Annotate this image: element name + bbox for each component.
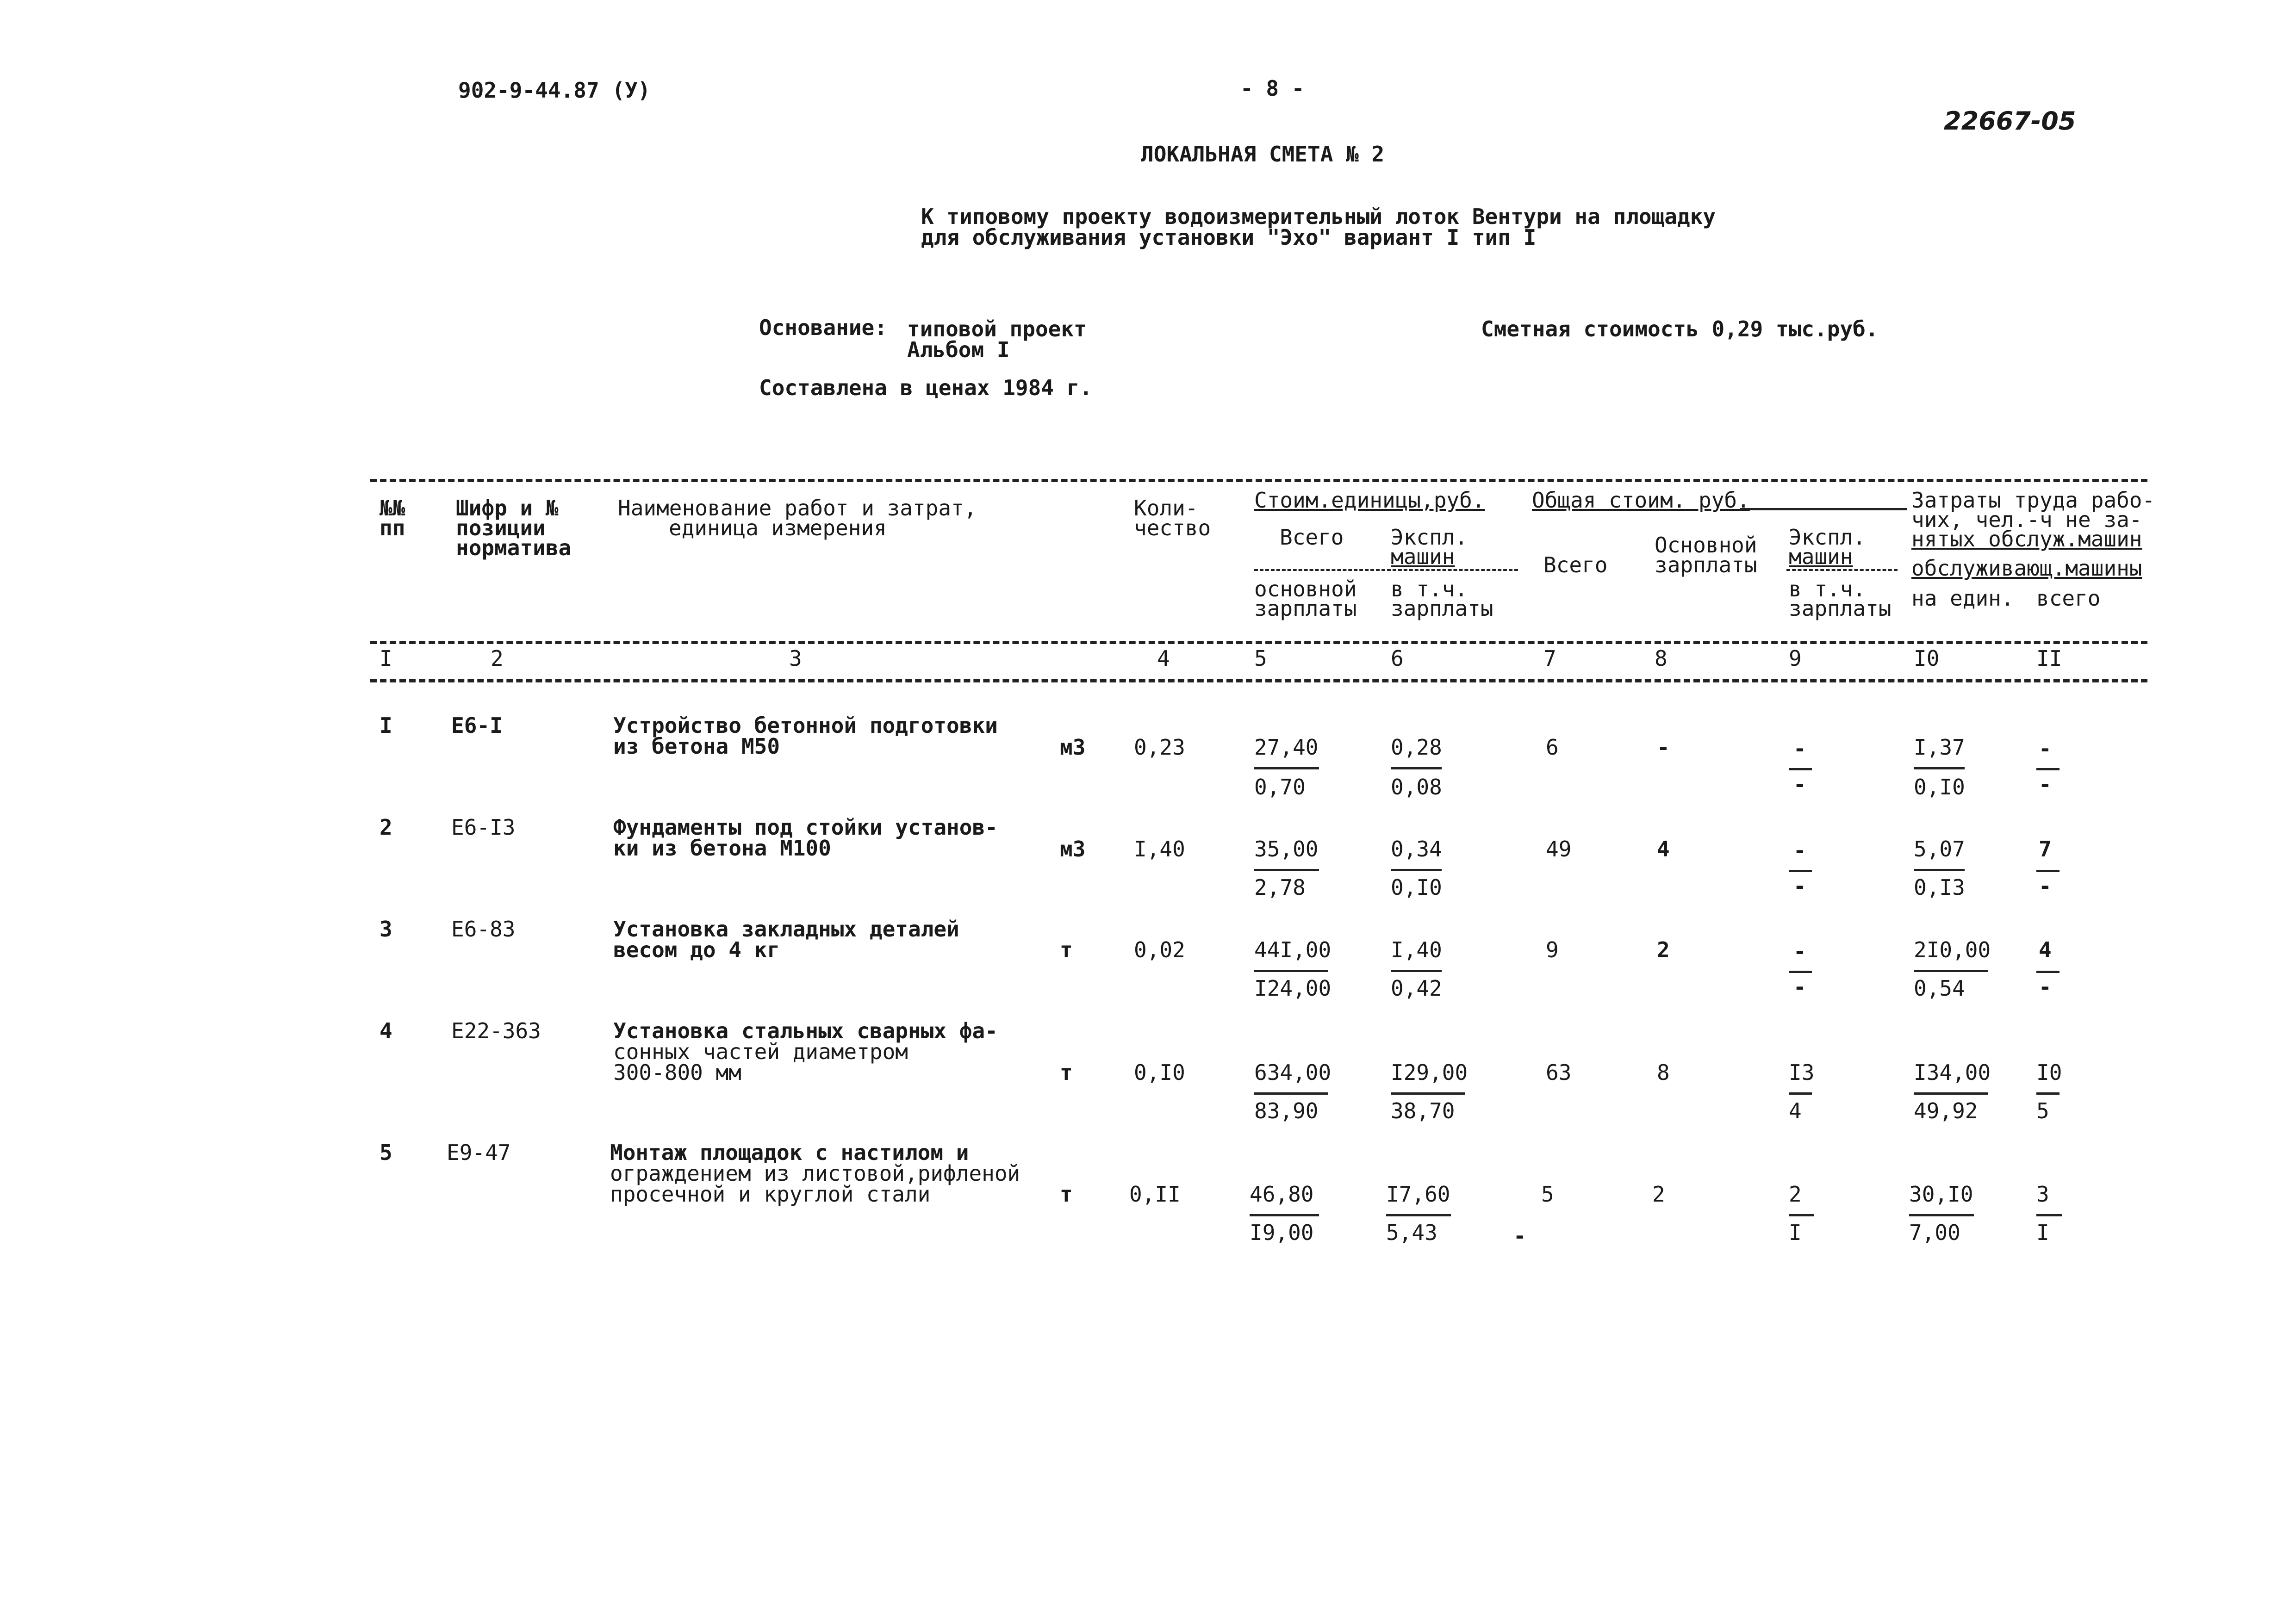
labor-total: 7 — [2039, 837, 2052, 862]
row-qty: 0,II — [1129, 1182, 1181, 1207]
row-number: I — [380, 713, 392, 738]
estimated-cost: Сметная стоимость 0,29 тыс.руб. — [1481, 316, 1879, 341]
hdr-per-unit: на един. — [1911, 586, 2014, 611]
page-number: - 8 - — [1240, 76, 1305, 101]
row-unit: м3 — [1060, 837, 1086, 862]
hdr-base-1: Основной — [1655, 533, 1757, 558]
hdr-unit-all: Всего — [1280, 525, 1344, 550]
row-number: 4 — [380, 1018, 392, 1043]
fraction-bar — [2036, 1214, 2062, 1216]
total-wage: 2 — [1652, 1182, 1665, 1207]
row-name-line: из бетона М50 — [613, 734, 780, 759]
hdr-unit-cost: Стоим.единицы,руб. — [1254, 488, 1485, 513]
col-number: I — [380, 646, 392, 671]
unit-wage: 2,78 — [1254, 875, 1306, 900]
row-name-line: весом до 4 кг — [613, 937, 780, 962]
fraction-bar — [1914, 869, 1965, 871]
fraction-bar — [1254, 767, 1319, 769]
col-number: 6 — [1391, 646, 1404, 671]
total-machines: - — [1793, 939, 1806, 964]
header-rule-1 — [370, 641, 2147, 644]
hdr-num-1: №№ — [380, 496, 405, 521]
hdr-base-2: зарплаты — [1655, 552, 1757, 577]
basis-line-2: Альбом I — [907, 337, 1010, 362]
fraction-bar — [1909, 1214, 1974, 1216]
hdr-total-all: Всего — [1543, 552, 1608, 577]
fraction-bar — [1254, 1092, 1328, 1095]
hdr-qty-2: чество — [1134, 515, 1211, 540]
unit-machines: I7,60 — [1386, 1182, 1450, 1207]
labor-per-unit: 30,I0 — [1909, 1182, 1973, 1207]
row-name-line: Установка стальных сварных фа- — [613, 1018, 998, 1043]
fraction-bar — [2036, 971, 2060, 973]
fraction-bar — [2036, 768, 2060, 770]
hdr-labor-2: чих, чел.-ч не за- — [1911, 507, 2142, 532]
labor-total: 4 — [2039, 937, 2052, 962]
labor-total-machines: - — [2039, 874, 2052, 899]
hdr-main-1: основной — [1254, 576, 1357, 601]
unit-machines: 0,34 — [1391, 837, 1442, 862]
row-name-line: Монтаж площадок с настилом и — [610, 1140, 969, 1165]
fraction-bar — [1250, 1214, 1319, 1216]
row-name-line: ки из бетона М100 — [613, 836, 831, 861]
unit-machines-wage: 38,70 — [1391, 1098, 1455, 1123]
row-number: 5 — [380, 1140, 392, 1165]
labor-per-unit-machines: 0,I0 — [1914, 775, 1965, 800]
unit-machines-wage: 5,43 — [1386, 1220, 1437, 1245]
fraction-bar — [1391, 869, 1442, 871]
labor-per-unit-machines: 49,92 — [1914, 1098, 1978, 1123]
hdr-code-2: позиции — [456, 515, 546, 540]
total-machines-wage: - — [1793, 874, 1806, 899]
total-cost: 9 — [1546, 937, 1559, 962]
col-number: 8 — [1655, 646, 1668, 671]
row-unit: т — [1060, 1182, 1073, 1207]
labor-per-unit-machines: 0,54 — [1914, 976, 1965, 1001]
row-name-line: сонных частей диаметром — [613, 1039, 908, 1064]
total-machines: 2 — [1789, 1182, 1802, 1207]
unit-total: 35,00 — [1254, 837, 1319, 862]
row-code: Е22-363 — [451, 1018, 541, 1043]
col-number: 3 — [789, 646, 802, 671]
header-rule-2 — [370, 679, 2147, 682]
hdr-texpl-2: машин — [1789, 544, 1853, 569]
price-level: Составлена в ценах 1984 г. — [759, 375, 1093, 400]
hdr-incl-2: зарплаты — [1391, 596, 1493, 621]
fraction-bar — [1789, 768, 1812, 770]
subtitle-line-2: для обслуживания установки "Эхо" вариант I тип I — [921, 225, 1537, 250]
fraction-bar — [1914, 970, 1988, 972]
hdr-total-cost: Общая стоим. руб. — [1532, 488, 1750, 513]
fraction-bar — [1391, 1092, 1465, 1095]
total-machines-wage: 4 — [1789, 1098, 1802, 1123]
fraction-bar — [1789, 1092, 1812, 1095]
hdr-qty-1: Коли- — [1134, 496, 1198, 521]
row-code: Е6-I — [451, 713, 503, 738]
row-unit: м3 — [1060, 735, 1086, 760]
fraction-bar — [2036, 870, 2060, 872]
unit-machines: I,40 — [1391, 937, 1442, 962]
col-number: 2 — [491, 646, 504, 671]
fraction-bar — [1391, 767, 1442, 769]
unit-sub-rule — [1254, 569, 1518, 571]
unit-machines-wage: 0,I0 — [1391, 875, 1442, 900]
basis-label: Основание: — [759, 315, 887, 340]
unit-wage: 83,90 — [1254, 1098, 1319, 1123]
total-machines-wage: - — [1793, 772, 1806, 797]
row-unit: т — [1060, 937, 1073, 962]
hdr-texpl-1: Экспл. — [1789, 525, 1866, 550]
total-machines: - — [1793, 838, 1806, 863]
total-cost-underline — [1740, 508, 1907, 510]
labor-total-machines: 5 — [2036, 1098, 2049, 1123]
fraction-bar — [1386, 1214, 1451, 1216]
hdr-code-1: Шифр и № — [456, 496, 559, 521]
unit-machines: I29,00 — [1391, 1060, 1468, 1085]
unit-machines: 0,28 — [1391, 735, 1442, 760]
total-wage: 2 — [1657, 937, 1670, 962]
total-machines: - — [1793, 736, 1806, 761]
unit-total: 27,40 — [1254, 735, 1319, 760]
labor-total: I0 — [2036, 1060, 2062, 1085]
stray-dash: - — [1513, 1223, 1526, 1248]
row-name-line: ограждением из листовой,рифленой — [610, 1161, 1020, 1186]
inventory-stamp: 22667-05 — [1944, 106, 2076, 136]
labor-per-unit-machines: 0,I3 — [1914, 875, 1965, 900]
subtitle-line-1: К типовому проекту водоизмерительный лоток Вентури на площадку — [921, 204, 1716, 229]
table-top-rule — [370, 479, 2147, 482]
labor-per-unit: I,37 — [1914, 735, 1965, 760]
col-number: 4 — [1157, 646, 1170, 671]
total-sub-rule — [1786, 569, 1898, 571]
total-wage: 8 — [1657, 1060, 1670, 1085]
unit-wage: I24,00 — [1254, 976, 1332, 1001]
row-qty: 0,23 — [1134, 735, 1185, 760]
total-machines-wage: - — [1793, 974, 1806, 999]
labor-per-unit-machines: 7,00 — [1909, 1220, 1960, 1245]
total-cost: 49 — [1546, 837, 1572, 862]
fraction-bar — [1914, 1092, 1988, 1095]
fraction-bar — [2036, 1092, 2060, 1095]
fraction-bar — [1914, 767, 1965, 769]
basis-line-1: типовой проект — [907, 316, 1087, 341]
hdr-main-2: зарплаты — [1254, 596, 1357, 621]
row-name-line: Установка закладных деталей — [613, 917, 959, 942]
unit-machines-wage: 0,42 — [1391, 976, 1442, 1001]
fraction-bar — [1254, 970, 1328, 972]
total-cost: 6 — [1546, 735, 1559, 760]
row-name-line: Фундаменты под стойки установ- — [613, 815, 998, 840]
row-unit: т — [1060, 1060, 1073, 1085]
hdr-name-2: единица измерения — [669, 515, 887, 540]
row-name-line: 300-800 мм — [613, 1060, 741, 1085]
fraction-bar — [1789, 1214, 1814, 1216]
fraction-bar — [1789, 971, 1812, 973]
fraction-bar — [1254, 869, 1319, 871]
col-number: I0 — [1914, 646, 1940, 671]
unit-total: 46,80 — [1250, 1182, 1314, 1207]
document-title: ЛОКАЛЬНАЯ СМЕТА № 2 — [1141, 142, 1385, 167]
unit-wage: 0,70 — [1254, 775, 1306, 800]
row-number: 3 — [380, 917, 392, 942]
col-number: II — [2036, 646, 2062, 671]
col-number: 7 — [1543, 646, 1556, 671]
total-cost: 63 — [1546, 1060, 1572, 1085]
labor-total: - — [2039, 736, 2052, 761]
col-number: 9 — [1789, 646, 1802, 671]
total-wage: - — [1657, 735, 1670, 760]
labor-per-unit: 2I0,00 — [1914, 937, 1991, 962]
row-qty: 0,I0 — [1134, 1060, 1185, 1085]
hdr-code-3: норматива — [456, 535, 572, 560]
total-machines-wage: I — [1789, 1220, 1802, 1245]
document-code: 902-9-44.87 (У) — [458, 78, 651, 103]
hdr-expl-2: машин — [1391, 544, 1455, 569]
unit-wage: I9,00 — [1250, 1220, 1314, 1245]
row-qty: 0,02 — [1134, 937, 1185, 962]
labor-total: 3 — [2036, 1182, 2049, 1207]
hdr-name-1: Наименование работ и затрат, — [618, 496, 977, 521]
fraction-bar — [1789, 870, 1812, 872]
hdr-labor-4: обслуживающ.машины — [1911, 556, 2142, 581]
fraction-bar — [1391, 970, 1442, 972]
col-number: 5 — [1254, 646, 1267, 671]
unit-machines-wage: 0,08 — [1391, 775, 1442, 800]
hdr-num-2: пп — [380, 515, 405, 540]
total-wage: 4 — [1657, 837, 1670, 862]
hdr-labor-total: всего — [2036, 586, 2101, 611]
total-machines: I3 — [1789, 1060, 1815, 1085]
hdr-incl-1: в т.ч. — [1391, 576, 1468, 601]
unit-total: 634,00 — [1254, 1060, 1332, 1085]
row-number: 2 — [380, 815, 392, 840]
row-name-line: просечной и круглой стали — [610, 1182, 931, 1207]
unit-total: 44I,00 — [1254, 937, 1332, 962]
total-cost: 5 — [1541, 1182, 1554, 1207]
hdr-labor-3: нятых обслуж.машин — [1911, 527, 2142, 552]
labor-per-unit: I34,00 — [1914, 1060, 1991, 1085]
labor-total-machines: - — [2039, 974, 2052, 999]
hdr-labor-1: Затраты труда рабо- — [1911, 488, 2155, 513]
labor-total-machines: I — [2036, 1220, 2049, 1245]
row-qty: I,40 — [1134, 837, 1185, 862]
hdr-tincl-2: зарплаты — [1789, 596, 1892, 621]
labor-per-unit: 5,07 — [1914, 837, 1965, 862]
row-code: Е6-83 — [451, 917, 516, 942]
row-name-line: Устройство бетонной подготовки — [613, 713, 998, 738]
labor-total-machines: - — [2039, 772, 2052, 797]
hdr-expl-1: Экспл. — [1391, 525, 1468, 550]
row-code: Е6-I3 — [451, 815, 516, 840]
hdr-tincl-1: в т.ч. — [1789, 576, 1866, 601]
row-code: Е9-47 — [447, 1140, 511, 1165]
